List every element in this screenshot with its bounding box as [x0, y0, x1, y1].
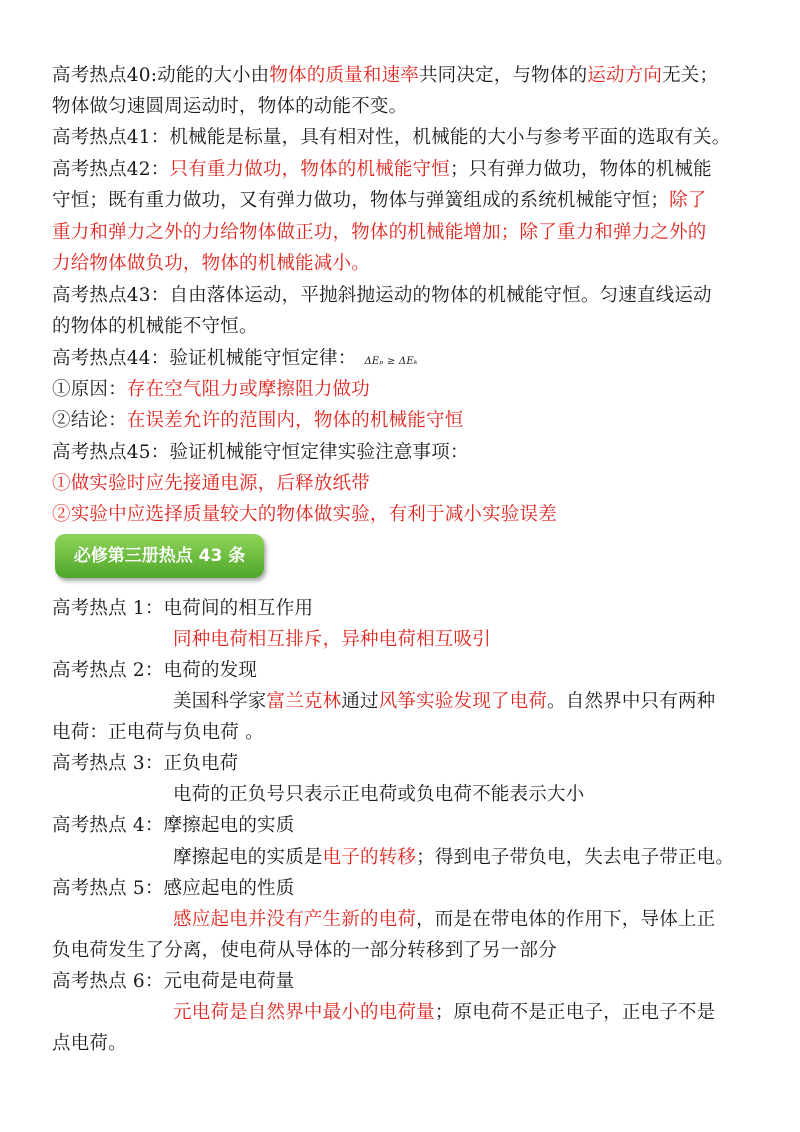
- hotspot-e2-title: 高考热点 2：电荷的发现: [52, 660, 258, 681]
- hotspot-e2-highlight: 风筝实验发现了电荷: [378, 691, 548, 712]
- hotspot-42-line-3: 重力和弹力之外的力给物体做正功，物体的机械能增加；除了重力和弹力之外的: [52, 222, 707, 243]
- hotspot-e4-title: 高考热点 4：摩擦起电的实质: [52, 815, 295, 836]
- hotspot-e6-title: 高考热点 6：元电荷是电荷量: [52, 971, 295, 992]
- hotspot-43-line-1: 高考热点43：自由落体运动，平抛斜抛运动的物体的机械能守恒。匀速直线运动: [52, 285, 712, 306]
- hotspot-e5-body-2: 负电荷发生了分离，使电荷从导体的一部分转移到了另一部分: [52, 940, 557, 961]
- hotspot-e4-highlight: 电子的转移: [322, 847, 417, 868]
- hotspot-40-highlight: 运动方向: [587, 65, 663, 86]
- hotspot-42-highlight: 除了: [669, 190, 707, 211]
- hotspot-e5-body-1: [173, 908, 800, 932]
- hotspot-e1-body: 同种电荷相互排斥，异种电荷相互吸引: [173, 629, 491, 650]
- hotspot-e5-text: ，而是在带电体的作用下，导体上正: [416, 909, 716, 930]
- hotspot-e4-body: [173, 846, 800, 870]
- conclusion-label: ②结论：: [52, 410, 127, 431]
- hotspot-e2-text: 通过: [341, 691, 379, 712]
- hotspot-40-line-2: 物体做匀速圆周运动时，物体的动能不变。: [52, 96, 408, 117]
- hotspot-42-line-2: [52, 189, 752, 213]
- hotspot-42-line-4: 力给物体做负功，物体的机械能减小。: [52, 253, 370, 274]
- hotspot-42-highlight: 只有重力做功，物体的机械能守恒: [169, 159, 450, 180]
- hotspot-e6-body-2: 点电荷。: [52, 1033, 127, 1054]
- hotspot-e6-body-1: [173, 1001, 800, 1025]
- reason-text: 存在空气阻力或摩擦阻力做功: [126, 379, 370, 400]
- hotspot-40-highlight: 物体的质量和速率: [269, 65, 419, 86]
- hotspot-e5-highlight: 感应起电并没有产生新的电荷: [173, 909, 417, 930]
- hotspot-42-line-1: [52, 158, 752, 182]
- hotspot-e4-text: ；得到电子带负电，失去电子带正电。: [416, 847, 735, 868]
- hotspot-40-line-1: [52, 64, 752, 88]
- reason-label: ①原因：: [52, 379, 127, 400]
- hotspot-e3-body: 电荷的正负号只表示正电荷或负电荷不能表示大小: [173, 784, 585, 805]
- hotspot-e2-highlight: 富兰克林: [266, 691, 342, 712]
- formula: ΔEₚ ≥ ΔEₖ: [364, 356, 418, 367]
- section-banner: 必修第三册热点 43 条: [55, 534, 264, 578]
- hotspot-40-text: 无关；: [662, 65, 719, 86]
- hotspot-45-note-1: ①做实验时应先接通电源，后释放纸带: [52, 473, 370, 494]
- hotspot-44-line-1: [52, 347, 752, 374]
- hotspot-42-text: 守恒；既有重力做功，又有弹力做功，物体与弹簧组成的系统机械能守恒；: [52, 190, 670, 211]
- hotspot-42-title: 高考热点42：: [52, 159, 170, 180]
- hotspot-e5-title: 高考热点 5：感应起电的性质: [52, 878, 295, 899]
- hotspot-40-text: 共同决定，与物体的: [418, 65, 588, 86]
- hotspot-e6-highlight: 元电荷是自然界中最小的电荷量: [173, 1002, 435, 1023]
- hotspot-45-line-1: 高考热点45：验证机械能守恒定律实验注意事项：: [52, 442, 469, 463]
- hotspot-43-line-2: 的物体的机械能不守恒。: [52, 316, 258, 337]
- hotspot-e4-text: 摩擦起电的实质是: [173, 847, 323, 868]
- hotspot-e2-body-2: 电荷：正电荷与负电荷 。: [52, 722, 264, 743]
- hotspot-41-line: 高考热点41：机械能是标量，具有相对性，机械能的大小与参考平面的选取有关。: [52, 127, 731, 148]
- hotspot-44-conclusion: [52, 409, 752, 433]
- hotspot-e2-body-1: [173, 690, 800, 714]
- hotspot-40-text: 高考热点40:动能的大小由: [52, 65, 270, 86]
- hotspot-44-title: 高考热点44：验证机械能守恒定律：: [52, 348, 357, 369]
- hotspot-e3-title: 高考热点 3：正负电荷: [52, 753, 239, 774]
- hotspot-45-note-2: ②实验中应选择质量较大的物体做实验，有利于减小实验误差: [52, 504, 557, 525]
- hotspot-e1-title: 高考热点 1：电荷间的相互作用: [52, 598, 314, 619]
- hotspot-e2-text: 。自然界中只有两种: [547, 691, 716, 712]
- conclusion-text: 在误差允许的范围内，物体的机械能守恒: [126, 410, 464, 431]
- hotspot-e6-text: ；原电荷不是正电子，正电子不是: [434, 1002, 716, 1023]
- hotspot-42-text: ；只有弹力做功，物体的机械能: [449, 159, 712, 180]
- hotspot-e2-text: 美国科学家: [173, 691, 267, 712]
- hotspot-44-reason: [52, 378, 752, 402]
